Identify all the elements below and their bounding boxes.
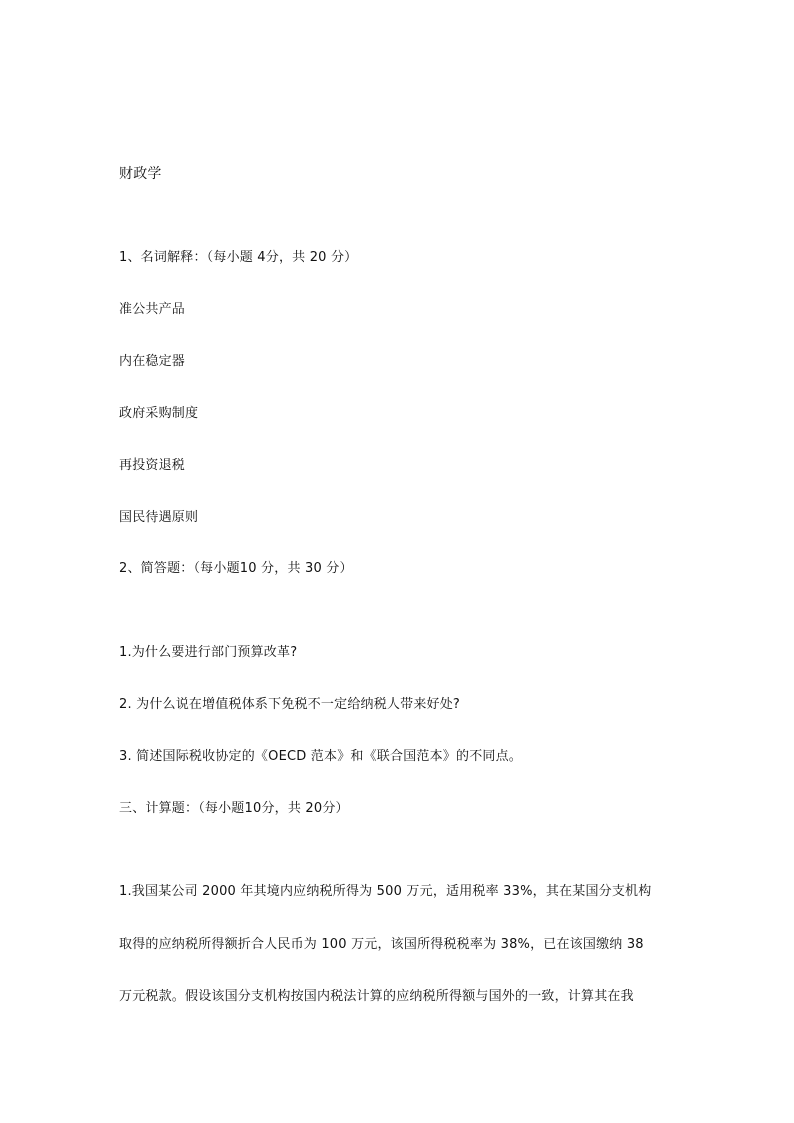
section-2-heading: 2、简答题：（每小题10 分，共 30 分）	[119, 561, 353, 576]
question-item: 1.为什么要进行部门预算改革?	[119, 645, 298, 660]
question-item: 2. 为什么说在增值税体系下免税不一定给纳税人带来好处?	[119, 697, 461, 712]
term-item: 国民待遇原则	[119, 510, 199, 525]
section-3-heading: 三、计算题：（每小题10分，共 20分）	[119, 801, 349, 816]
term-item: 再投资退税	[119, 458, 186, 473]
question-item: 3. 简述国际税收协定的《OECD 范本》和《联合国范本》的不同点。	[119, 749, 523, 764]
document-title: 财政学	[119, 166, 162, 182]
term-item: 政府采购制度	[119, 406, 199, 421]
problem-line: 1.我国某公司 2000 年其境内应纳税所得为 500 万元，适用税率 33%，其在某国分支机构	[119, 884, 652, 899]
term-item: 内在稳定器	[119, 354, 186, 369]
problem-line: 取得的应纳税所得额折合人民币为 100 万元，该国所得税税率为 38%，已在该国缴纳 38	[119, 937, 644, 952]
term-item: 准公共产品	[119, 302, 186, 317]
section-1-heading: 1、名词解释：（每小题 4分，共 20 分）	[119, 250, 358, 265]
problem-line: 万元税款。假设该国分支机构按国内税法计算的应纳税所得额与国外的一致，计算其在我	[119, 989, 634, 1004]
